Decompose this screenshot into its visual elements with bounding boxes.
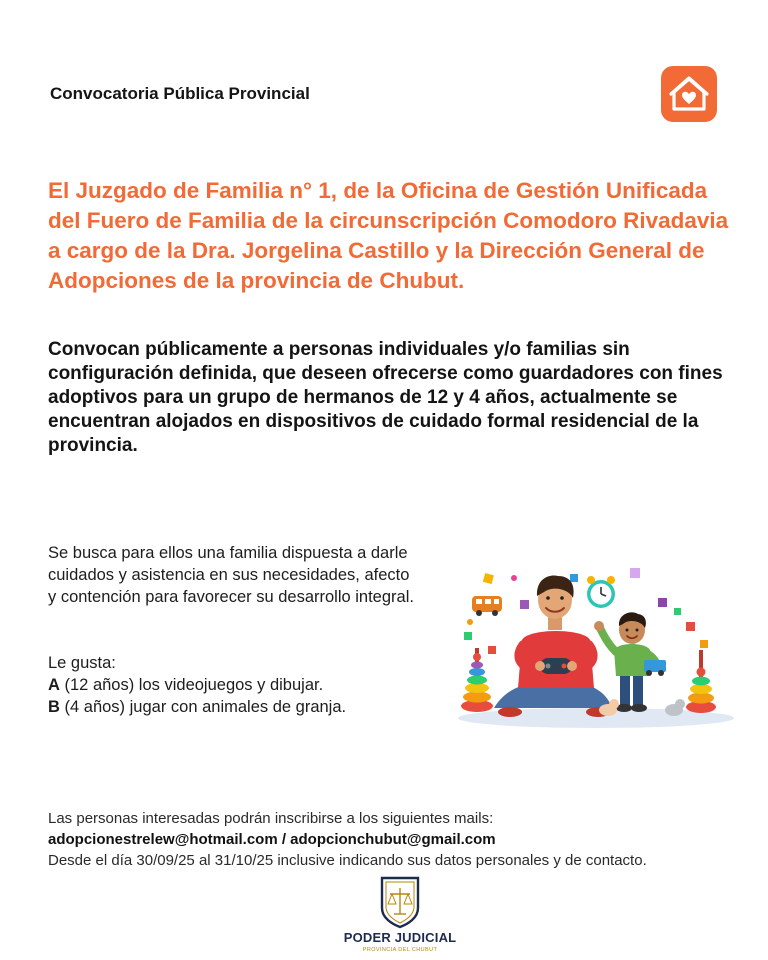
- contact-emails[interactable]: adopcionestrelew@hotmail.com / adopcionchubut@gmail.com: [48, 831, 496, 848]
- header-label: Convocatoria Pública Provincial: [50, 84, 310, 103]
- logo-subtitle: PROVINCIA DEL CHUBUT: [362, 947, 438, 953]
- likes-item-text: (12 años) los videojuegos y dibujar.: [64, 676, 324, 694]
- contact-section: [48, 808, 738, 871]
- logo-title: PODER JUDICIAL: [343, 930, 457, 945]
- family-illustration: [448, 560, 734, 732]
- shield-scales-icon: [330, 872, 470, 930]
- call-text: Convocan públicamente a personas individuales y/o familias sin configuración definida, que deseen ofrecerse como guardadores con fines adoptivos para un grupo de hermanos de 12 y 4 años, actualmente se encuentran alojados en dispositivos de cuidado formal residencial de la provincia.: [48, 339, 723, 456]
- likes-section: [48, 652, 448, 718]
- likes-title: Le gusta:: [48, 654, 116, 672]
- likes-item: [48, 696, 448, 718]
- poder-judicial-logo: [330, 872, 470, 956]
- description-text: Se busca para ellos una familia dispuesta a darle cuidados y asistencia en sus necesidades, afecto y contención para favorecer su desarrollo integral.: [48, 544, 414, 606]
- likes-item: [48, 674, 448, 696]
- likes-item-letter: A: [48, 676, 60, 694]
- headline: El Juzgado de Familia n° 1, de la Oficina de Gestión Unificada del Fuero de Familia de la circunscripción Comodoro Rivadavia a cargo de la Dra. Jorgelina Castillo y la Dirección General de Adopciones de la provincia de Chubut.: [48, 178, 729, 293]
- likes-item-text: (4 años) jugar con animales de granja.: [64, 698, 347, 716]
- contact-dates: Desde el día 30/09/25 al 31/10/25 inclusive indicando sus datos personales y de contacto.: [48, 852, 647, 869]
- contact-intro: Las personas interesadas podrán inscribirse a los siguientes mails:: [48, 810, 494, 827]
- likes-item-letter: B: [48, 698, 60, 716]
- home-heart-icon: [661, 66, 717, 122]
